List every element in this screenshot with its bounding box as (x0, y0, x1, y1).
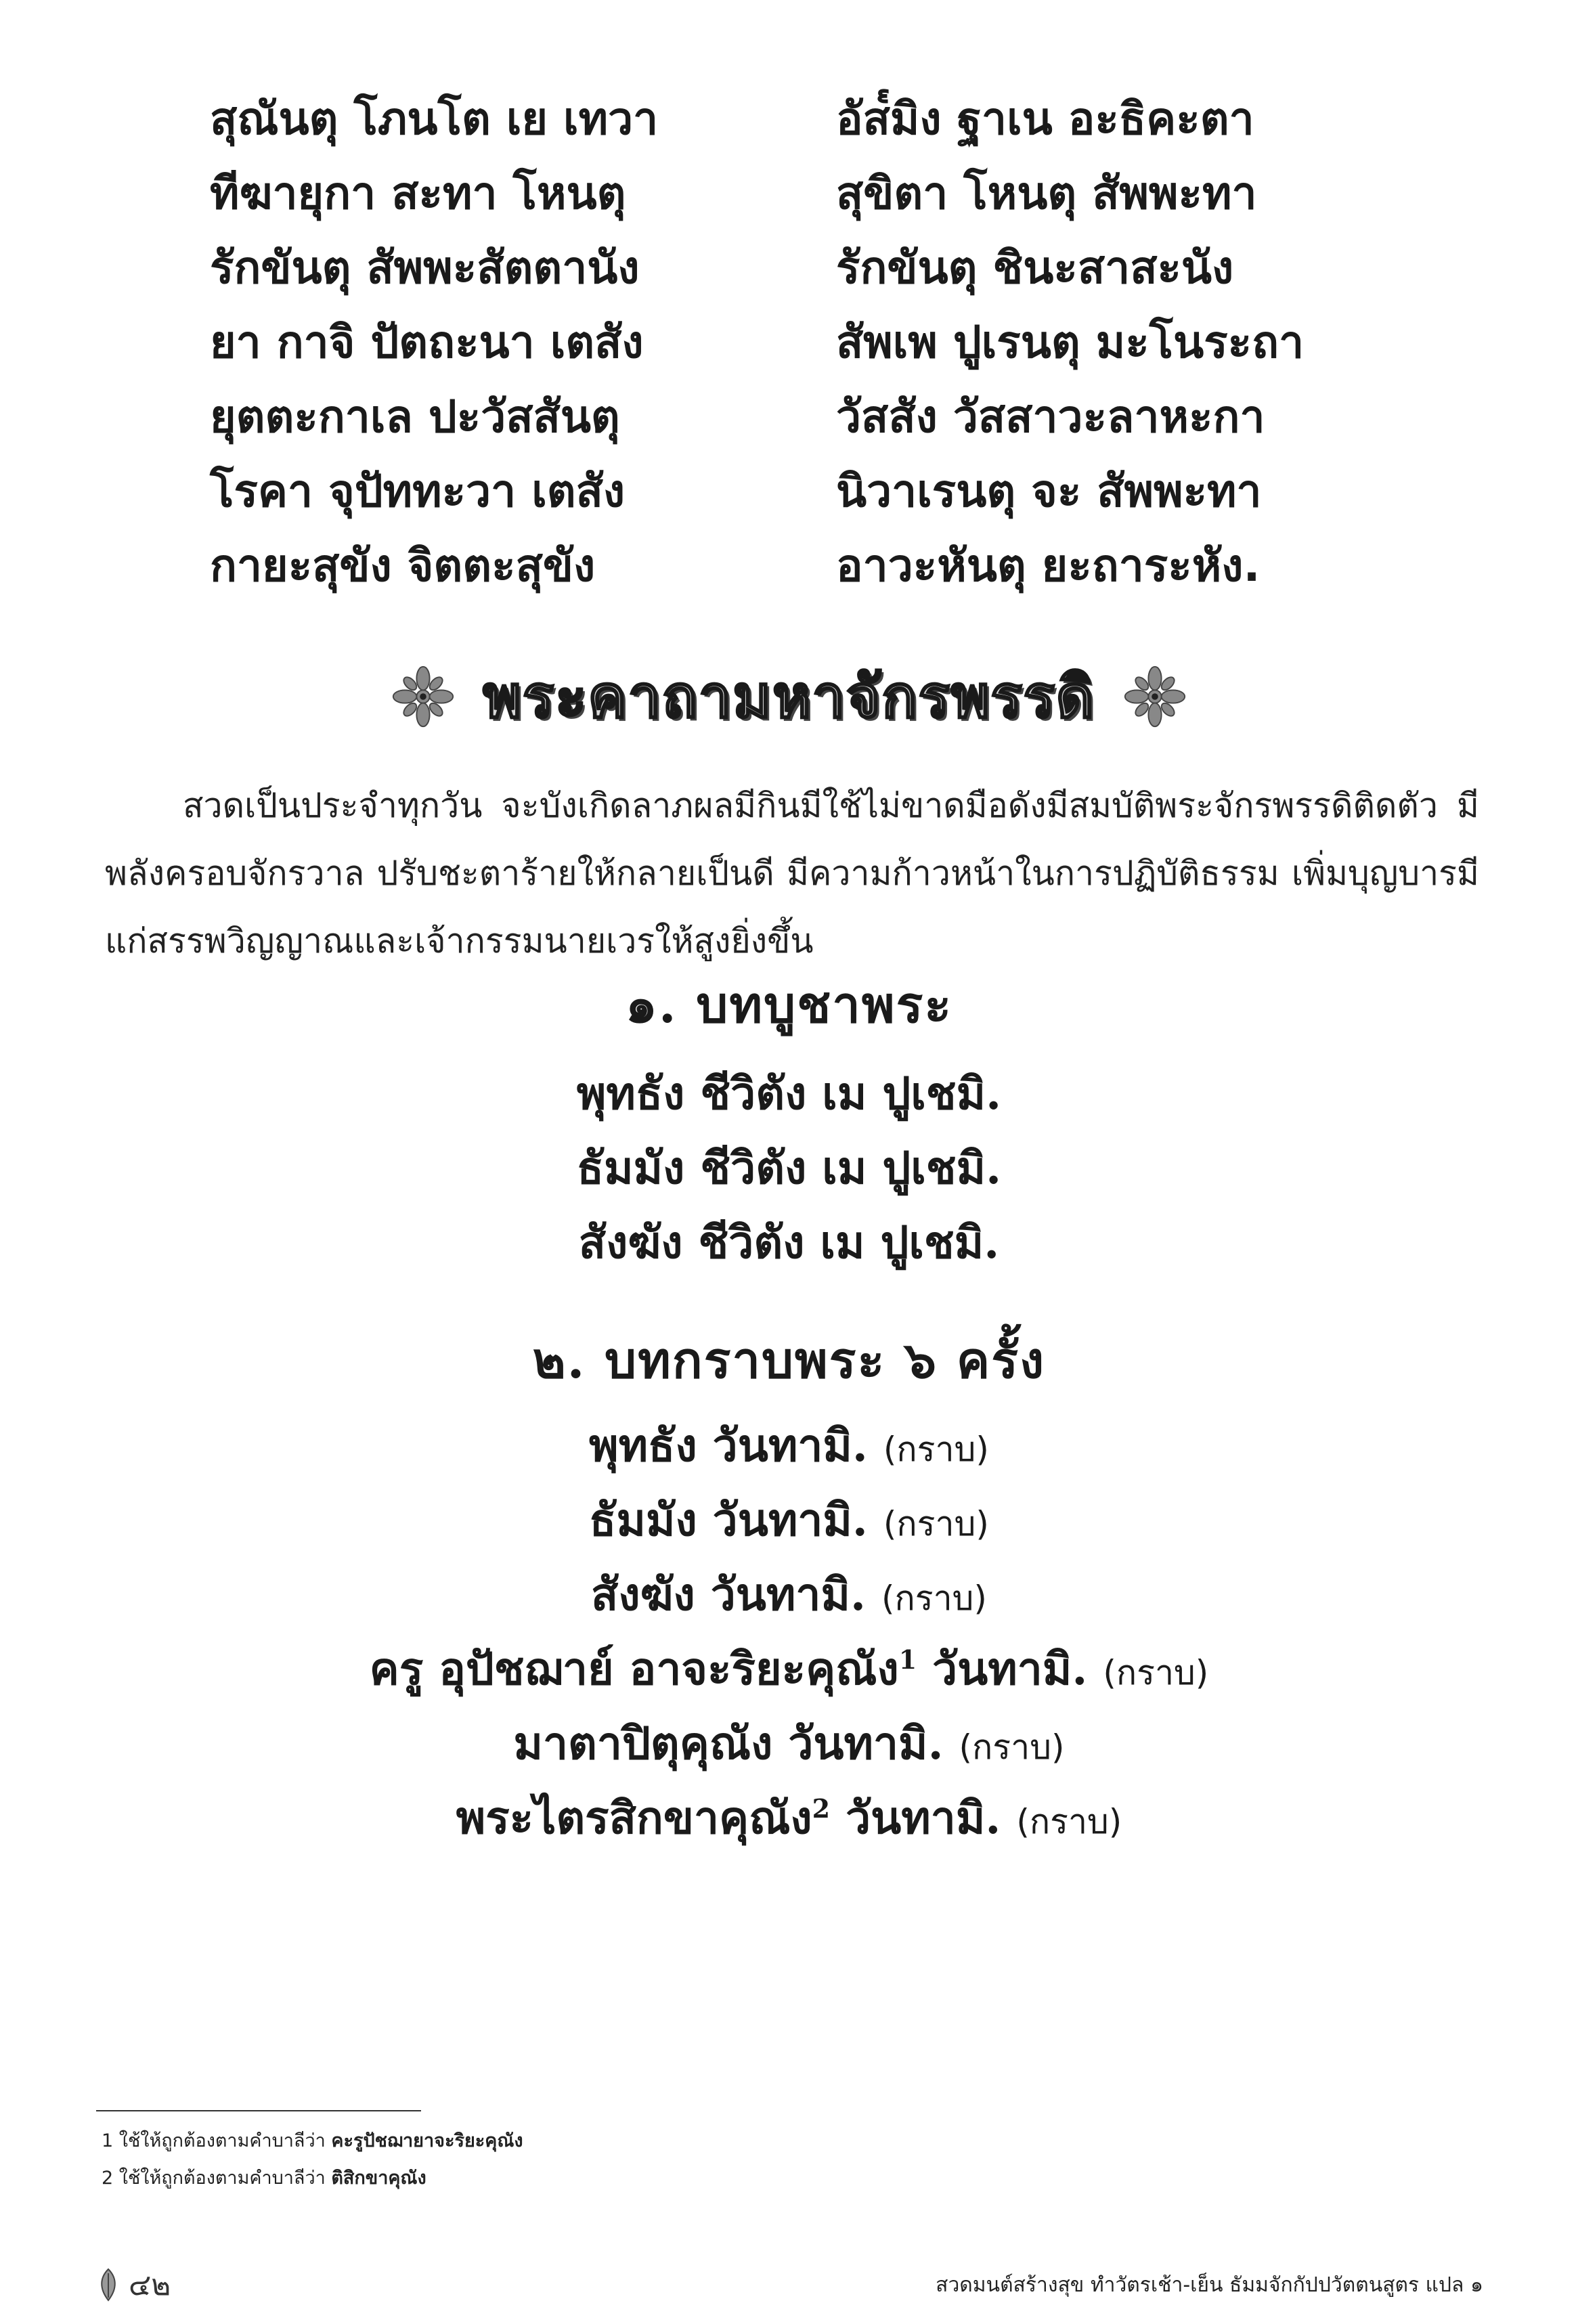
footnote-text: ใช้ให้ถูกต้องตามคำบาลีว่า (118, 2130, 326, 2151)
footnote-number: 2 (102, 2168, 114, 2189)
prostrate-note: (กราบ) (959, 1728, 1065, 1767)
verse-row (210, 305, 1401, 379)
verse-left: รักขันตุ สัพพะสัตตานัง (210, 241, 640, 294)
verse-row (210, 156, 1401, 230)
chant-line (0, 1780, 1578, 1855)
chant-line: สังฆัง ชีวิตัง เม ปูเชมิ. (578, 1216, 1000, 1269)
chant-line (0, 1557, 1578, 1631)
chant-line (0, 1706, 1578, 1780)
prostrate-note: (กราบ) (883, 1430, 989, 1469)
verse-right: รักขันตุ ชินะสาสะนัง (836, 241, 1234, 294)
prostrate-note: (กราบ) (1016, 1802, 1122, 1841)
chant-text: มาตาปิตุคุณัง วันทามิ. (513, 1717, 944, 1770)
footnote-bold-term: คะรูปัชฌายาจะริยะคุณัง (331, 2130, 523, 2151)
verse-block (210, 81, 1401, 602)
chant-line (0, 1408, 1578, 1483)
verse-left: โรคา จุปัททะวา เตสัง (210, 464, 626, 517)
verse-row (210, 230, 1401, 305)
verse-left: ยา กาจิ ปัตถะนา เตสัง (210, 315, 644, 368)
chant-text: พุทธัง วันทามิ. (589, 1419, 868, 1472)
chant-line: พุทธัง ชีวิตัง เม ปูเชมิ. (576, 1067, 1002, 1120)
page-footer-left (95, 2261, 171, 2308)
intro-paragraph: สวดเป็นประจำทุกวัน จะบังเกิดลาภผลมีกินมีใช้ไม่ขาดมือดังมีสมบัติพระจักรพรรดิติดตัว มีพลังครอบจักรวาล ปรับชะตาร้ายให้กลายเป็นดี มีความก้าวหน้าในการปฏิบัติธรรม เพิ่มบุญบารมีแก่สรรพวิญญาณและเจ้ากรรมนายเวรให้สูงยิ่งขึ้น (105, 786, 1479, 961)
chant-line: ธัมมัง ชีวิตัง เม ปูเชมิ. (576, 1141, 1002, 1194)
main-heading (0, 650, 1578, 743)
footnote-text: ใช้ให้ถูกต้องตามคำบาลีว่า (118, 2168, 326, 2189)
main-title: พระคาถามหาจักรพรรดิ (483, 663, 1095, 731)
flower-ornament-icon (391, 664, 456, 729)
verse-right: นิวาเรนตุ จะ สัพพะทา (836, 464, 1262, 517)
flower-ornament-icon (1122, 664, 1187, 729)
footnote-marker: 2 (812, 1793, 831, 1824)
verse-right: สุขิตา โหนตุ สัพพะทา (836, 167, 1257, 219)
section-title: ๒. บทกราบพระ ๖ ครั้ง (532, 1332, 1046, 1390)
footnote-divider (96, 2110, 421, 2111)
verse-right: อัส๎มิง ฐาเน อะธิคะตา (836, 92, 1254, 145)
footnote-number: 1 (102, 2130, 114, 2151)
verse-row (210, 81, 1401, 156)
chant-line (0, 1483, 1578, 1557)
footnote-marker: 1 (898, 1644, 917, 1675)
footnote-bold-term: ติสิกขาคุณัง (331, 2168, 426, 2189)
verse-left: สุณันตุ โภนโต เย เทวา (210, 92, 659, 145)
leaf-ornament-icon (95, 2268, 122, 2302)
verse-right: วัสสัง วัสสาวะลาหะกา (836, 390, 1265, 443)
section-lines (0, 1408, 1578, 1855)
footnote (102, 2163, 426, 2192)
verse-right: สัพเพ ปูเรนตุ มะโนระถา (836, 315, 1305, 368)
chant-tail: วันทามิ. (932, 1642, 1088, 1695)
verse-right: อาวะหันตุ ยะถาระหัง. (836, 539, 1261, 592)
chant-text: พระไตรสิกขาคุณัง (456, 1791, 812, 1844)
chant-line (0, 1631, 1578, 1706)
prostrate-note: (กราบ) (883, 1504, 989, 1543)
verse-left: ยุตตะกาเล ปะวัสสันตุ (210, 390, 620, 443)
page-number: ๔๒ (129, 2268, 171, 2302)
chant-text: ธัมมัง วันทามิ. (589, 1493, 868, 1546)
chant-text: ครู อุปัชฌาย์ อาจะริยะคุณัง (369, 1642, 899, 1695)
verse-row (210, 528, 1401, 602)
prostrate-note: (กราบ) (881, 1579, 987, 1618)
prostrate-note: (กราบ) (1103, 1653, 1209, 1692)
verse-row (210, 379, 1401, 454)
chant-tail: วันทามิ. (846, 1791, 1001, 1844)
verse-row (210, 454, 1401, 528)
chant-text: สังฆัง วันทามิ. (591, 1568, 866, 1621)
section-title: ๑. บทบูชาพระ (625, 976, 953, 1034)
section-lines (0, 1056, 1578, 1279)
footnote (102, 2126, 523, 2155)
verse-left: กายะสุขัง จิตตะสุขัง (210, 539, 596, 592)
verse-left: ทีฆายุกา สะทา โหนตุ (210, 167, 626, 219)
book-title-footer: สวดมนต์สร้างสุข ทำวัตรเช้า-เย็น ธัมมจักกัปปวัตตนสูตร แปล ๑ (936, 2273, 1483, 2297)
